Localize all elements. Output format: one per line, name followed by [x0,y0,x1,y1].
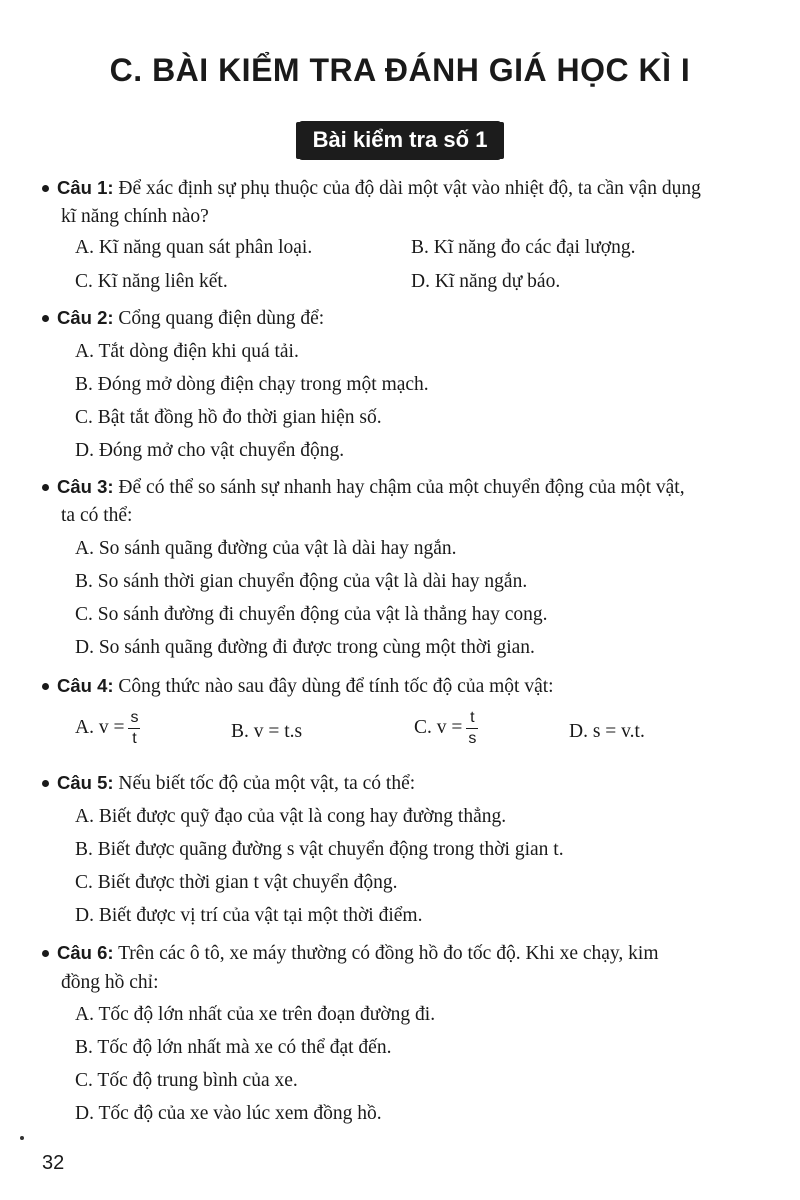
bullet-icon [42,185,49,192]
fraction-numerator: s [128,708,140,729]
option-a: A. Kĩ năng quan sát phân loại. [75,237,313,258]
question-1-continuation: kĩ năng chính nào? [61,206,209,227]
question-label: Câu 4: [57,675,114,696]
option-b: B. Biết được quãng đường s vật chuyển động trong thời gian t. [75,839,564,860]
fraction-numerator: t [466,708,478,729]
option-d: D. Biết được vị trí của vật tại một thời điểm. [75,905,423,926]
question-4 [42,674,554,699]
option-d-formula: D. s = v.t. [569,721,645,742]
option-d: D. Kĩ năng dự báo. [411,271,561,292]
fraction-denominator: t [132,730,137,747]
fraction-t-over-s [466,708,478,749]
question-text: Nếu biết tốc độ của một vật, ta có thể: [118,773,416,794]
option-b: B. Đóng mở dòng điện chạy trong một mạch. [75,374,429,395]
fraction-denominator: s [468,730,477,747]
bullet-icon [42,484,49,491]
question-1 [42,176,701,201]
option-d: D. Đóng mở cho vật chuyển động. [75,440,345,461]
bullet-icon [42,780,49,787]
question-text: Để xác định sự phụ thuộc của độ dài một vật vào nhiệt độ, ta cần vận dụng [118,178,701,199]
question-6 [42,941,659,966]
option-a-prefix: A. v = [75,716,125,738]
option-a: A. Biết được quỹ đạo của vật là cong hay đường thẳng. [75,806,507,827]
section-title: C. BÀI KIỂM TRA ĐÁNH GIÁ HỌC KÌ I [109,52,691,88]
option-b: B. Tốc độ lớn nhất mà xe có thể đạt đến. [75,1037,392,1058]
margin-dot [20,1136,24,1140]
bullet-icon [42,315,49,322]
fraction-s-over-t [128,708,140,749]
option-d: D. So sánh quãng đường đi được trong cùng một thời gian. [75,637,535,658]
question-label: Câu 1: [57,177,114,198]
option-b: B. Kĩ năng đo các đại lượng. [411,237,636,258]
test-badge: Bài kiểm tra số 1 [299,121,502,160]
option-c-formula [414,708,478,749]
option-b: B. So sánh thời gian chuyển động của vật là dài hay ngắn. [75,571,528,592]
option-b-formula: B. v = t.s [231,721,303,742]
bullet-icon [42,950,49,957]
question-6-continuation: đồng hồ chỉ: [61,972,159,993]
question-3-continuation: ta có thể: [61,505,133,526]
question-2 [42,306,324,331]
option-a: A. Tốc độ lớn nhất của xe trên đoạn đường đi. [75,1004,436,1025]
option-a: A. So sánh quãng đường của vật là dài hay ngắn. [75,538,457,559]
option-c: C. Kĩ năng liên kết. [75,271,228,292]
option-c-prefix: C. v = [414,716,463,738]
option-c: C. Bật tắt đồng hồ đo thời gian hiện số. [75,407,382,428]
option-d: D. Tốc độ của xe vào lúc xem đồng hồ. [75,1103,382,1124]
question-label: Câu 6: [57,942,114,963]
question-text: Công thức nào sau đây dùng để tính tốc độ của một vật: [118,676,554,697]
question-label: Câu 3: [57,476,114,497]
option-c: C. Tốc độ trung bình của xe. [75,1070,298,1091]
question-label: Câu 5: [57,772,114,793]
question-text: Trên các ô tô, xe máy thường có đồng hồ đo tốc độ. Khi xe chạy, kim [118,943,659,964]
test-badge-wrapper [0,121,800,160]
bullet-icon [42,683,49,690]
question-text: Cổng quang điện dùng để: [118,308,325,329]
question-5 [42,771,415,796]
question-3 [42,475,685,500]
option-a: A. Tắt dòng điện khi quá tải. [75,341,299,362]
page-number: 32 [42,1152,65,1174]
option-c: C. So sánh đường đi chuyển động của vật là thẳng hay cong. [75,604,548,625]
option-a-formula [75,708,140,749]
question-text: Để có thể so sánh sự nhanh hay chậm của một chuyển động của một vật, [118,477,685,498]
question-label: Câu 2: [57,307,114,328]
option-c: C. Biết được thời gian t vật chuyển động. [75,872,398,893]
